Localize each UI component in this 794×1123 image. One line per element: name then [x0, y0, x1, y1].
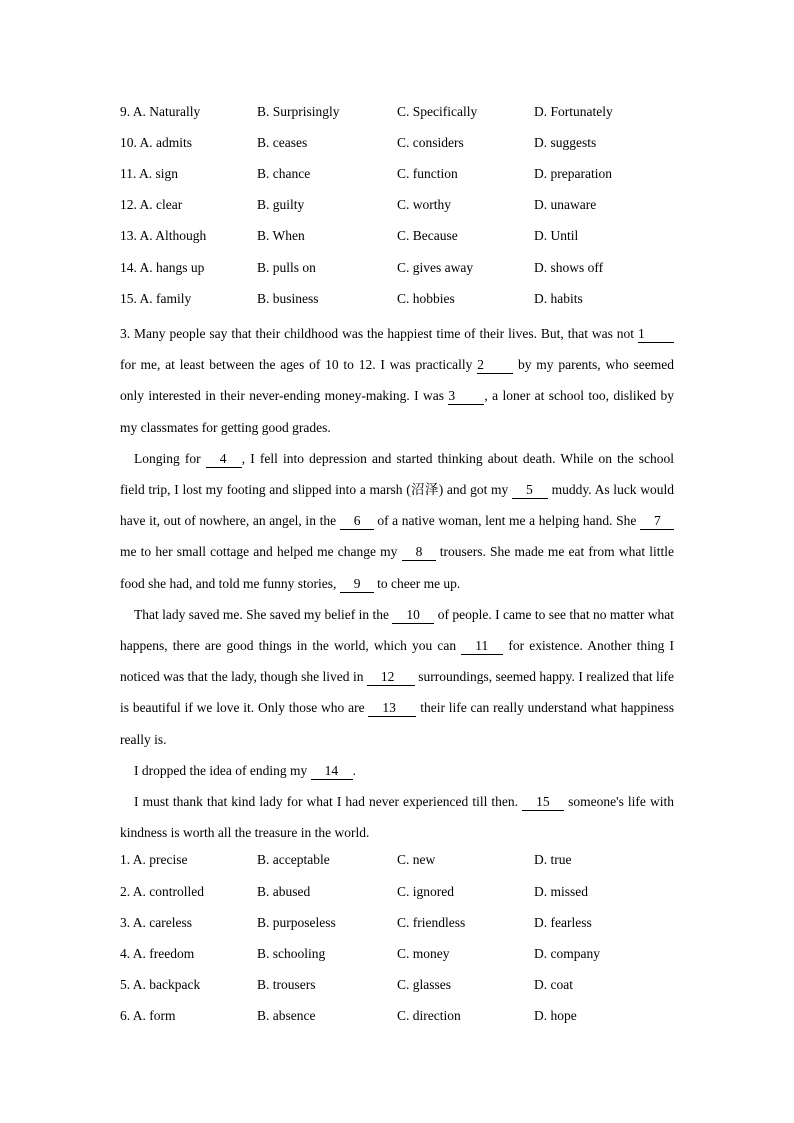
- passage-text: of people. I came to see that no matter what happens, there are good things in the world, which you can: [120, 606, 674, 654]
- option-a: 13. A. Although: [120, 228, 207, 243]
- option-b: B. trousers: [257, 977, 316, 992]
- option-d: D. coat: [534, 977, 573, 992]
- option-b: B. acceptable: [257, 852, 330, 867]
- option-d: D. missed: [534, 884, 588, 899]
- option-d: D. shows off: [534, 260, 604, 275]
- option-c: C. money: [397, 946, 450, 961]
- option-a: 2. A. controlled: [120, 884, 204, 899]
- passage-text: by my parents, who seemed only interested in their never-ending money-making. I was: [120, 357, 674, 404]
- option-c: C. glasses: [397, 977, 451, 992]
- paragraph-1: [120, 318, 674, 443]
- option-row: [120, 260, 680, 280]
- option-c: C. Specifically: [397, 104, 478, 119]
- option-a: 3. A. careless: [120, 915, 192, 930]
- option-a: 14. A. hangs up: [120, 260, 205, 275]
- passage-text: to cheer me up.: [373, 575, 461, 591]
- option-a: 10. A. admits: [120, 135, 193, 150]
- option-row: [120, 977, 680, 997]
- option-a: 1. A. precise: [120, 852, 188, 867]
- passage-text: of a native woman, lent me a helping hand. She: [373, 513, 640, 529]
- blank-13: 13: [368, 700, 416, 717]
- option-b: B. absence: [257, 1008, 316, 1023]
- option-d: D. suggests: [534, 135, 597, 150]
- blank-12: 12: [367, 669, 415, 686]
- option-d: D. habits: [534, 291, 583, 306]
- option-a: 15. A. family: [120, 291, 192, 306]
- option-b: B. When: [257, 228, 305, 243]
- option-b: B. Surprisingly: [257, 104, 340, 119]
- option-row: [120, 852, 680, 872]
- option-a: 9. A. Naturally: [120, 104, 201, 119]
- passage-text: their life can really understand what happiness really is.: [120, 700, 674, 747]
- paragraph-3: [120, 599, 674, 755]
- paragraph-2: [120, 443, 674, 599]
- option-row: [120, 1008, 680, 1028]
- passage-text: I dropped the idea of ending my: [134, 762, 311, 778]
- passage-text: Longing for: [134, 450, 206, 466]
- option-b: B. abused: [257, 884, 311, 899]
- blank-2: 2: [477, 357, 513, 374]
- passage-text: , I fell into depression and started thinking about death. While on the school field trip, I lost my footing and slipped into a marsh (沼泽) and got my: [120, 450, 674, 498]
- option-d: D. unaware: [534, 197, 597, 212]
- option-c: C. considers: [397, 135, 464, 150]
- option-row: [120, 104, 680, 124]
- blank-5: 5: [512, 482, 548, 499]
- option-a: 11. A. sign: [120, 166, 179, 181]
- option-d: D. fearless: [534, 915, 592, 930]
- option-c: C. friendless: [397, 915, 466, 930]
- passage-text: I must thank that kind lady for what I had never experienced till then.: [134, 794, 523, 810]
- blank-9: 9: [340, 576, 374, 593]
- blank-14: 14: [311, 763, 353, 780]
- option-c: C. new: [397, 852, 436, 867]
- passage-text: me to her small cottage and helped me change my: [120, 544, 402, 560]
- option-a: 4. A. freedom: [120, 946, 195, 961]
- option-a: 12. A. clear: [120, 197, 183, 212]
- option-d: D. Until: [534, 228, 579, 243]
- blank-3: 3: [448, 388, 484, 405]
- option-d: D. preparation: [534, 166, 612, 181]
- passage-text: .: [352, 762, 356, 778]
- passage-text: for me, at least between the ages of 10 to 12. I was practically: [120, 357, 478, 373]
- option-row: [120, 135, 680, 155]
- passage-text: muddy. As luck would have it, out of nowhere, an angel, in the: [120, 482, 674, 529]
- option-row: [120, 197, 680, 217]
- option-d: D. company: [534, 946, 600, 961]
- option-b: B. purposeless: [257, 915, 336, 930]
- paragraph-5: [120, 786, 674, 848]
- option-c: C. gives away: [397, 260, 474, 275]
- option-a: 5. A. backpack: [120, 977, 201, 992]
- blank-6: 6: [340, 513, 374, 530]
- blank-7: 7: [640, 513, 674, 530]
- blank-11: 11: [461, 638, 503, 655]
- blank-8: 8: [402, 544, 436, 561]
- passage-text: someone's life with kindness is worth all the treasure in the world.: [120, 794, 674, 841]
- blank-4: 4: [206, 451, 242, 468]
- passage-text: surroundings, seemed happy. I realized that life is beautiful if we love it. Only those who are: [120, 669, 674, 716]
- option-row: [120, 228, 680, 248]
- passage-text: 3. Many people say that their childhood was the happiest time of their lives. But, that was not: [120, 326, 638, 341]
- option-row: [120, 166, 680, 186]
- option-c: C. Because: [397, 228, 458, 243]
- option-d: D. Fortunately: [534, 104, 613, 119]
- blank-10: 10: [392, 607, 434, 624]
- option-c: C. ignored: [397, 884, 454, 899]
- option-b: B. ceases: [257, 135, 308, 150]
- passage-text: trousers. She made me eat from what little food she had, and told me funny stories,: [120, 544, 674, 591]
- option-row: [120, 884, 680, 904]
- paragraph-4: [120, 755, 674, 786]
- option-c: C. direction: [397, 1008, 461, 1023]
- option-a: 6. A. form: [120, 1008, 176, 1023]
- option-b: B. chance: [257, 166, 311, 181]
- option-c: C. function: [397, 166, 458, 181]
- option-row: [120, 915, 680, 935]
- blank-1: 1: [638, 326, 674, 343]
- passage-text: for existence. Another thing I noticed was that the lady, though she lived in: [120, 638, 674, 685]
- option-c: C. worthy: [397, 197, 451, 212]
- passage-text: , a loner at school too, disliked by my classmates for getting good grades.: [120, 388, 675, 435]
- option-b: B. pulls on: [257, 260, 316, 275]
- option-b: B. business: [257, 291, 319, 306]
- passage-text: That lady saved me. She saved my belief in the: [134, 606, 393, 622]
- cloze-passage: [120, 318, 674, 848]
- option-d: D. true: [534, 852, 572, 867]
- option-b: B. schooling: [257, 946, 326, 961]
- option-row: [120, 946, 680, 966]
- option-row: [120, 291, 680, 311]
- blank-15: 15: [522, 794, 564, 811]
- option-b: B. guilty: [257, 197, 305, 212]
- option-c: C. hobbies: [397, 291, 455, 306]
- option-d: D. hope: [534, 1008, 577, 1023]
